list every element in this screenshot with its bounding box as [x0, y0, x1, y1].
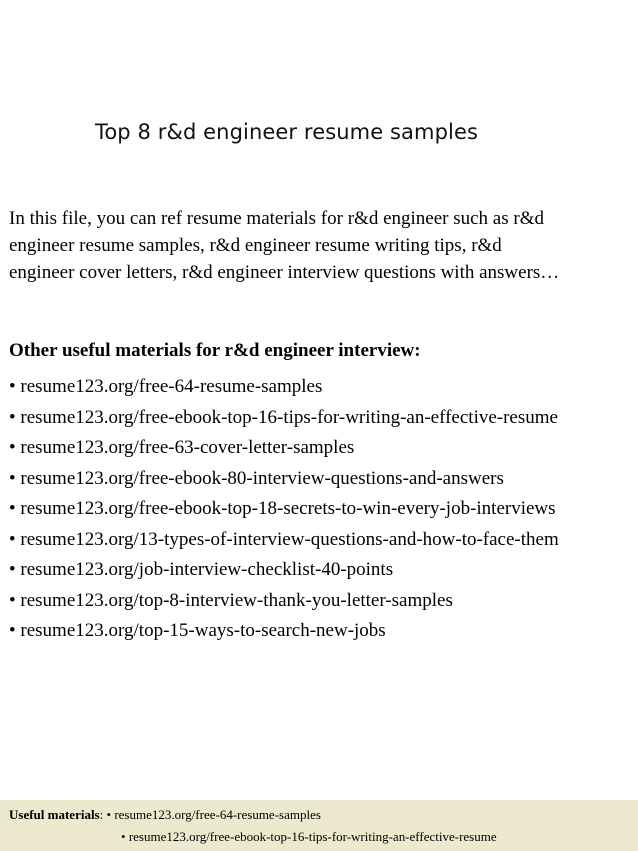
intro-line: In this file, you can ref resume materials for r&d engineer such as r&d	[9, 208, 544, 229]
bullet-icon: •	[9, 467, 16, 489]
bullet-icon: •	[9, 620, 16, 641]
footer-row: Useful materials: • resume123.org/free-64-resume-samples	[9, 807, 321, 822]
list-item	[9, 464, 559, 495]
bullet-icon: •	[9, 406, 16, 428]
link-free-ebook-16-tips[interactable]: resume123.org/free-ebook-top-16-tips-for-writing-an-effective-resume	[20, 406, 558, 428]
list-item	[9, 494, 559, 525]
link-free-ebook-80-interview-questions[interactable]: resume123.org/free-ebook-80-interview-questions-and-answers	[20, 467, 504, 489]
list-item	[9, 555, 559, 586]
bullet-icon: •	[9, 437, 16, 458]
link-free-ebook-18-secrets[interactable]: resume123.org/free-ebook-top-18-secrets-to-win-every-job-interviews	[20, 498, 556, 519]
page-title: Top 8 r&d engineer resume samples	[95, 120, 479, 144]
list-item	[9, 372, 559, 403]
footer-label: Useful materials	[9, 807, 100, 822]
link-13-types-of-interview-questions[interactable]: resume123.org/13-types-of-interview-questions-and-how-to-face-them	[20, 528, 559, 550]
list-item	[9, 433, 559, 464]
bullet-icon: •	[9, 589, 16, 611]
list-item	[9, 403, 559, 434]
link-free-63-cover-letter-samples[interactable]: resume123.org/free-63-cover-letter-samples	[20, 437, 355, 458]
intro-line: engineer resume samples, r&d engineer resume writing tips, r&d	[9, 235, 502, 256]
link-thank-you-letter-samples[interactable]: resume123.org/top-8-interview-thank-you-letter-samples	[20, 589, 453, 611]
footer-row	[121, 829, 497, 845]
list-item	[9, 616, 559, 647]
materials-link-list	[9, 372, 559, 647]
bullet-icon: •	[9, 498, 16, 519]
bullet-icon: •	[9, 376, 16, 397]
link-job-interview-checklist[interactable]: resume123.org/job-interview-checklist-40-points	[20, 559, 394, 580]
link-free-64-resume-samples[interactable]: resume123.org/free-64-resume-samples	[20, 376, 323, 397]
intro-line: engineer cover letters, r&d engineer interview questions with answers…	[9, 262, 560, 283]
list-item	[9, 586, 559, 617]
footer-link-free-ebook-16-tips[interactable]: resume123.org/free-ebook-top-16-tips-for-writing-an-effective-resume	[128, 829, 497, 844]
bullet-icon: •	[9, 528, 16, 550]
bullet-icon: •	[106, 807, 112, 822]
footer-link-free-64-resume-samples[interactable]: resume123.org/free-64-resume-samples	[114, 807, 321, 822]
bullet-icon: •	[121, 829, 126, 844]
footer-bar	[0, 800, 638, 851]
bullet-icon: •	[9, 559, 16, 580]
materials-heading: Other useful materials for r&d engineer interview:	[9, 340, 421, 361]
list-item	[9, 525, 559, 556]
intro-paragraph	[9, 205, 634, 286]
link-15-ways-to-search-jobs[interactable]: resume123.org/top-15-ways-to-search-new-jobs	[20, 620, 386, 641]
